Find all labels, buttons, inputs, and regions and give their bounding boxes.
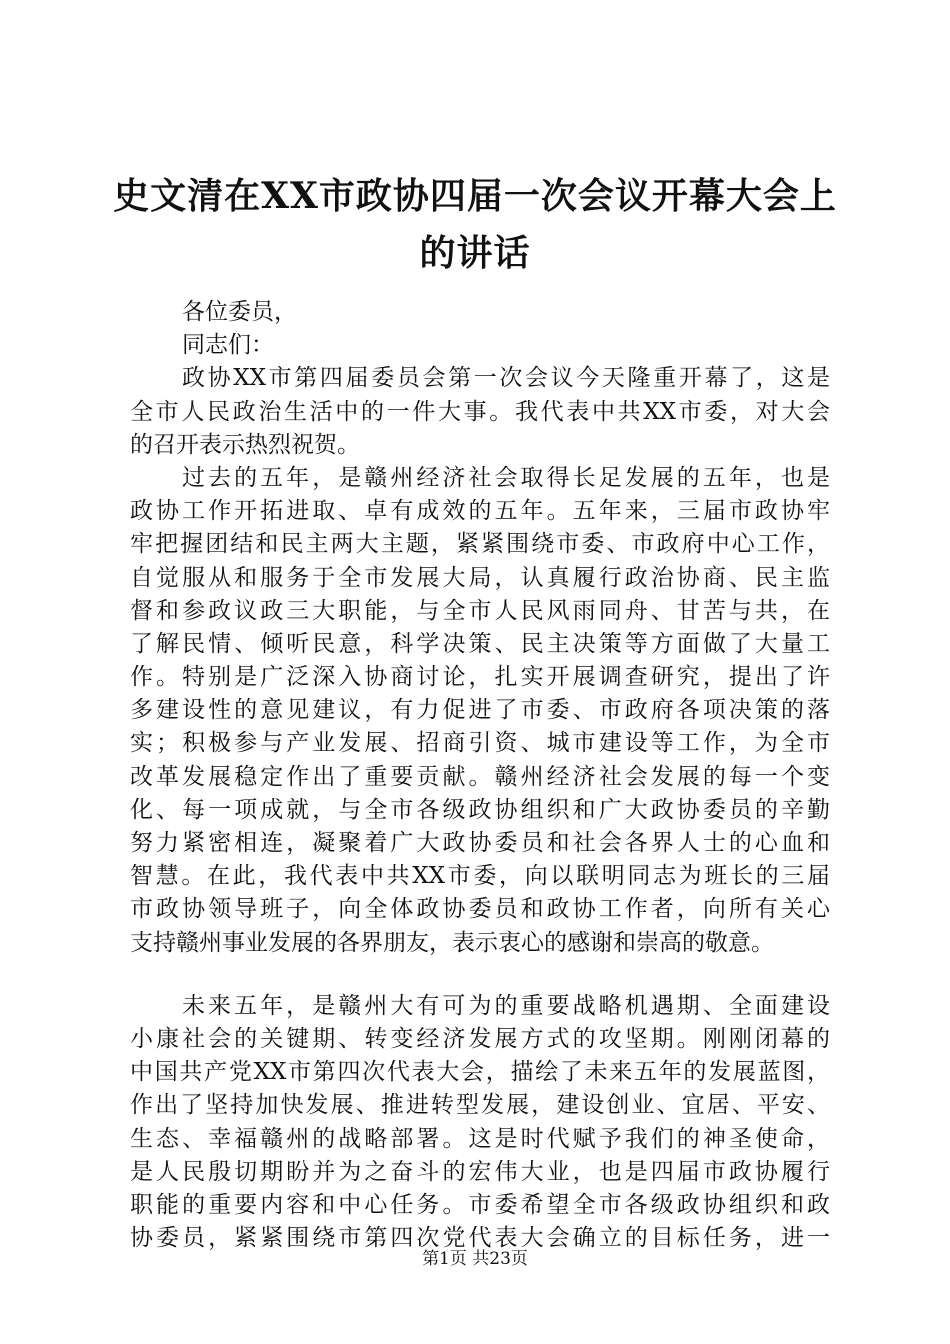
paragraph-1 [130,362,830,462]
paragraph-line: 了解民情、倾听民意，科学决策、民主决策等方面做了大量工 [130,630,830,657]
document-title-line-2: 的讲话 [419,232,531,274]
paragraph-line: 全市人民政治生活中的一件大事。我代表中共XX市委，对大会 [130,398,830,425]
paragraph-line: 过去的五年，是赣州经济社会取得长足发展的五年，也是 [182,464,830,491]
paragraph-gap [130,960,830,990]
paragraph-line: 是人民殷切期盼并为之奋斗的宏伟大业，也是四届市政协履行 [130,1158,830,1185]
paragraph-line: 的召开表示热烈祝贺。 [130,431,360,458]
paragraph-line: 改革发展稳定作出了重要贡献。赣州经济社会发展的每一个变 [130,763,830,790]
paragraph-line: 市政协领导班子，向全体政协委员和政协工作者，向所有关心 [130,896,830,923]
paragraph-line: 作。特别是广泛深入协商讨论，扎实开展调查研究，提出了许 [130,664,830,691]
paragraph-line: 协委员，紧紧围绕市第四次党代表大会确立的目标任务，进一 [130,1225,830,1252]
document-title-line-1: 史文清在XX市政协四届一次会议开幕大会上 [113,175,837,217]
paragraph-line: 职能的重要内容和中心任务。市委希望全市各级政协组织和政 [130,1191,830,1218]
paragraph-line: 政协工作开拓进取、卓有成效的五年。五年来，三届市政协牢 [130,498,830,525]
salutation-line: 各位委员， [182,299,297,325]
paragraph-line: 政协XX市第四届委员会第一次会议今天隆重开幕了，这是 [182,365,830,392]
paragraph-line: 督和参政议政三大职能，与全市人民风雨同舟、甘苦与共，在 [130,597,830,624]
document-body [130,296,830,1255]
paragraph-line: 作出了坚持加快发展、推进转型发展，建设创业、宜居、平安、 [130,1092,830,1119]
paragraph-line: 牢把握团结和民主两大主题，紧紧围绕市委、市政府中心工作， [130,531,830,558]
paragraph-line: 支持赣州事业发展的各界朋友，表示衷心的感谢和崇高的敬意。 [130,929,774,956]
paragraph-line: 自觉服从和服务于全市发展大局，认真履行政治协商、民主监 [130,564,830,591]
paragraph-line: 多建设性的意见建议，有力促进了市委、市政府各项决策的落 [130,697,830,724]
salutation-line: 同志们： [182,332,274,359]
page-number-footer: 第1页 共23页 [422,1249,528,1269]
paragraph-line: 化、每一项成就，与全市各级政协组织和广大政协委员的辛勤 [130,796,830,823]
paragraph-line: 实；积极参与产业发展、招商引资、城市建设等工作，为全市 [130,730,830,757]
paragraph-line: 中国共产党XX市第四次代表大会，描绘了未来五年的发展蓝图， [130,1059,830,1086]
paragraph-line: 努力紧密相连，凝聚着广大政协委员和社会各界人士的心血和 [130,830,830,856]
paragraph-line: 未来五年，是赣州大有可为的重要战略机遇期、全面建设 [182,992,830,1019]
paragraph-3 [130,990,830,1256]
paragraph-line: 小康社会的关键期、转变经济发展方式的攻坚期。刚刚闭幕的 [130,1025,830,1052]
paragraph-line: 生态、幸福赣州的战略部署。这是时代赋予我们的神圣使命， [130,1125,830,1152]
paragraph-2 [130,462,830,960]
paragraph-line: 智慧。在此，我代表中共XX市委，向以联明同志为班长的三届 [130,863,830,890]
